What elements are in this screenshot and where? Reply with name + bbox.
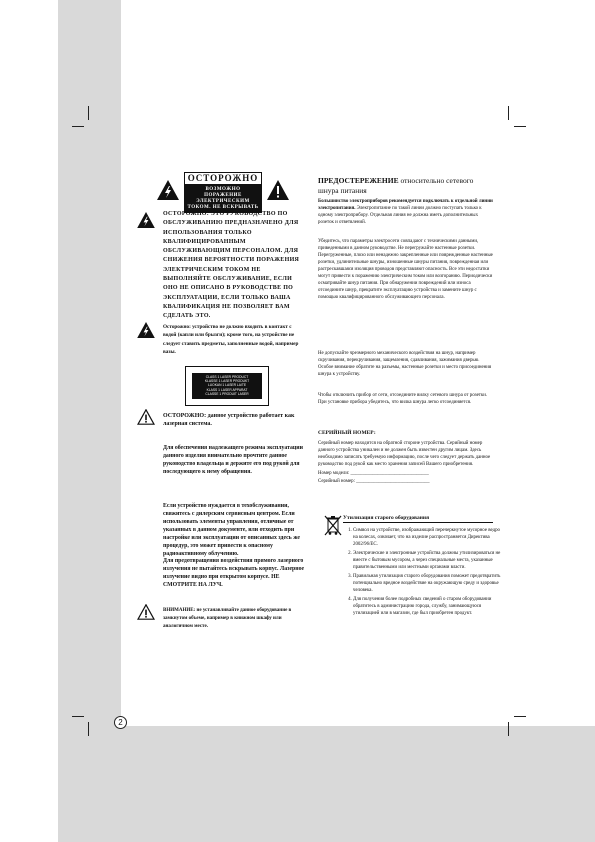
caution-box: [184, 172, 262, 208]
laser-usage-note: Для обеспечения надлежащего режима эксплуатации данного изделия внимательно прочтите данное руководство владельца и держите его под рукой для последующего к нему обращения.: [163, 445, 303, 475]
crossed-bin-icon: [324, 515, 342, 537]
service-note: Если устройство нуждается в техобслуживании, свяжитесь с дилерским сервисным центром. Если использовать элементы управления, отличные от указанных в данном документе, или отходить при настройке или эксплуатации от описанных здесь же процедур, это может привести к опасному радиоактивному облучению.: [163, 503, 300, 557]
crop-mark: [514, 716, 526, 717]
caution-title: ОСТОРОЖНО: [184, 172, 262, 185]
laser-label-line: CLASSE 1 PRODUIT LASER: [205, 391, 249, 396]
laser-label-line: LUOKAN 1 LASER LAITE: [207, 383, 247, 388]
cord-text: Убедитесь, что параметры электросети совпадают с техническими данными, приведенными в данном руководстве. Не перегружайте настенные розетки. Перегруженные, плохо или ненадежно закрепленные или поврежденные настенные розетки, удлинительные шнуры, изношенные шнуры питания, поврежденная или растрескавшаяся изоляция проводов представляют опасность. Все эти недостатки могут привести к поражению электрическим током или возгоранию. Периодически осматривайте шнур питания. При обнаружении повреждений или износа отсоедините шнур, прекратите эксплуатацию устройства и замените шнур с помощью квалифицированного обслуживающего персонала.: [318, 239, 493, 300]
power-intro-bold: Большинство электроприборов рекомендуется подключать к отдельной линии электропитания.: [318, 199, 493, 211]
list-item: 3. Правильная утилизация старого оборудования поможет предотвратить потенциально вредное воздействие на окружающую среду и здоровье человека.: [353, 573, 503, 594]
crop-mark: [72, 126, 84, 127]
exclamation-warning-icon: [137, 604, 155, 620]
crop-mark: [88, 106, 89, 120]
beam-note: Для предотвращения воздействия прямого лазерного излучения не пытайтесь вскрывать корпус. Лазерное излучение видно при открытом корпусе. НЕ СМОТРИТЕ НА ЛУЧ.: [163, 558, 305, 588]
power-cord-heading-rest: относительно сетевого шнура питания: [318, 176, 474, 195]
laser-label-line: KLASSE 1 LASER PRODUKT: [204, 379, 250, 384]
physical-abuse-text: Не допускайте чрезмерного механического воздействия на шнур, например скручивания, перекручивания, защемления, сдавливания, зажимания дверью. Особое внимание обратите на разъемы, настенные розетки и место присоединения шнура к устройству.: [318, 351, 492, 377]
power-cord-heading-bold: ПРЕДОСТЕРЕЖЕНИЕ: [318, 176, 399, 185]
crop-mark: [72, 716, 84, 717]
crop-mark: [508, 722, 509, 736]
caution-subtitle: ВОЗМОЖНО ПОРАЖЕНИЕ ЭЛЕКТРИЧЕСКИМ ТОКОМ. НЕ ВСКРЫВАТЬ: [184, 185, 262, 213]
bottom-band: [58, 726, 595, 842]
disposal-title: Утилизация старого оборудования: [343, 515, 493, 523]
service-warning: ОСТОРОЖНО: ЭТО РУКОВОДСТВО ПО ОБСЛУЖИВАНИЮ ПРЕДНАЗНАЧЕНО ДЛЯ ИСПОЛЬЗОВАНИЯ ТОЛЬКО КВАЛИФИЦИРОВАННЫМ ОБСЛУЖИВАЮЩИМ ПЕРСОНАЛОМ. ДЛЯ СНИЖЕНИЯ ВЕРОЯТНОСТИ ПОРАЖЕНИЯ ЭЛЕКТРИЧЕСКИМ ТОКОМ НЕ ВЫПОЛНЯЙТЕ ОБСЛУЖИВАНИЕ, ЕСЛИ ОНО НЕ ОПИСАНО В РУКОВОДСТВЕ ПО ЭКСПЛУАТАЦИИ, ЕСЛИ ТОЛЬКО ВАША КВАЛИФИКАЦИЯ НЕ ПОЗВОЛЯЕТ ВАМ СДЕЛАТЬ ЭТО.: [163, 211, 300, 320]
lightning-warning-icon: [137, 322, 155, 338]
crop-mark: [508, 106, 509, 120]
disposal-list: [343, 527, 503, 619]
water-warning: Осторожно: устройство не должно входить в контакт с водой (капли или брызги); кроме того, на устройстве не следует ставить предметы, заполненные водой, например вазы.: [163, 324, 299, 356]
page-number: 2: [114, 716, 127, 729]
install-note: ВНИМАНИЕ: не устанавливайте данное оборудование в замкнутом объеме, например в книжном шкафу или аналогичном месте.: [163, 608, 292, 629]
model-number-field: Номер модели: ________________________________: [318, 471, 429, 476]
laser-warning: ОСТОРОЖНО: данное устройство работает как лазерная система.: [163, 413, 295, 428]
serial-number-field: Серийный номер: ______________________________: [318, 479, 430, 484]
list-item: 1. Символ на устройстве, изображающий перечеркнутое мусорное ведро на колесах, означает, что на изделие распространяется Директива 2002/96/EC.: [353, 527, 503, 548]
lightning-warning-icon: [157, 180, 179, 200]
power-intro: [318, 198, 494, 226]
sidebar-band: [58, 0, 121, 842]
power-cord-heading: [318, 176, 494, 195]
exclamation-warning-icon: [267, 180, 289, 200]
lightning-warning-icon: [137, 212, 155, 228]
serial-text: Серийный номер находится на обратной стороне устройства. Серийный номер данного устройства уникален и не должен быть известен другим лицам. Здесь необходимо записать требуемую информацию, после чего следует держать данное руководство под рукой как место хранения записей Вашего приобретения.: [318, 441, 491, 467]
crop-mark: [88, 722, 89, 736]
disconnect-text: Чтобы отключить прибор от сети, отсоедините вилку сетевого шнура от розетки. При установке прибора убедитесь, что вилка шнура легко отсоединяется.: [318, 393, 488, 405]
exclamation-warning-icon: [137, 409, 155, 425]
serial-heading: СЕРИЙНЫЙ НОМЕР:: [318, 430, 376, 436]
laser-label-line: KLASS 1 LASER APPARAT: [206, 387, 248, 392]
power-intro-rest: Электропитание по такой линии должно поступать только к одному электроприбору. Отдельная линия не должна иметь дополнительных розеток и ответвлений.: [318, 206, 482, 225]
list-item: 2. Электрические и электронные устройства должны утилизироваться не вместе с бытовым мусором, а через специальные места, указанные правительственными или местными органами власти.: [353, 550, 503, 571]
list-item: 4. Для получения более подробных сведений о старом оборудовании обратитесь в администрацию города, службу, занимающуюся утилизацией или в магазин, где был приобретен продукт.: [353, 596, 503, 617]
laser-class-label: [185, 366, 269, 406]
laser-label-line: CLASS 1 LASER PRODUCT: [205, 375, 249, 379]
crop-mark: [514, 126, 526, 127]
